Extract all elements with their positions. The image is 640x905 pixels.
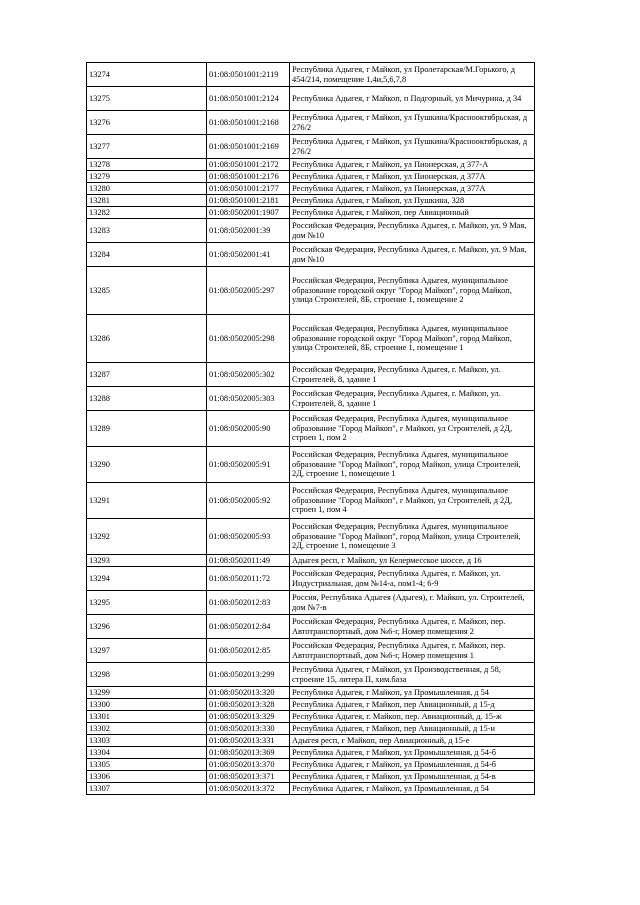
table-row [87, 171, 535, 183]
address: Республика Адыгея, г Майкоп, ул Пионерская, д 377А [290, 171, 535, 183]
table-row [87, 207, 535, 219]
table-row [87, 447, 535, 483]
cadastral-number: 01:08:0501001:2124 [207, 87, 290, 111]
cadastral-number: 01:08:0501001:2169 [207, 135, 290, 159]
cadastral-number: 01:08:0502011:49 [207, 555, 290, 567]
cadastral-number: 01:08:0502012:84 [207, 615, 290, 639]
record-number: 13290 [87, 447, 207, 483]
table-row [87, 639, 535, 663]
cadastral-number: 01:08:0502005:93 [207, 519, 290, 555]
record-number: 13282 [87, 207, 207, 219]
address: Российская Федерация, Республика Адыгея, г. Майкоп, ул. Строителей, 8, здание 1 [290, 387, 535, 411]
cadastral-number: 01:08:0502012:85 [207, 639, 290, 663]
table-row [87, 687, 535, 699]
record-number: 13295 [87, 591, 207, 615]
cadastral-number: 01:08:0502005:91 [207, 447, 290, 483]
cadastral-number: 01:08:0502005:298 [207, 315, 290, 363]
cadastral-number: 01:08:0502005:92 [207, 483, 290, 519]
address: Российская Федерация, Республика Адыгея, г. Майкоп, ул. 9 Мая, дом №10 [290, 243, 535, 267]
address: Республика Адыгея, г Майкоп, ул Производственная, д 58, строение 15, литера П, хим.база [290, 663, 535, 687]
record-number: 13305 [87, 759, 207, 771]
address: Российская Федерация, Республика Адыгея, муниципальное образование городской округ "Город Майкоп", город Майкоп, улица Строителей, 8Б, строение 1, помещение 1 [290, 315, 535, 363]
record-number: 13287 [87, 363, 207, 387]
record-number: 13304 [87, 747, 207, 759]
address: Адыгея респ, г Майкоп, ул Келермесское шоссе, д 16 [290, 555, 535, 567]
record-number: 13302 [87, 723, 207, 735]
record-number: 13297 [87, 639, 207, 663]
cadastral-number: 01:08:0501001:2181 [207, 195, 290, 207]
table-row [87, 267, 535, 315]
cadastral-number: 01:08:0502013:330 [207, 723, 290, 735]
table-row [87, 111, 535, 135]
address: Республика Адыгея, г Майкоп, ул Пушкина/Краснооктябрьская, д 276/2 [290, 135, 535, 159]
registry-table [86, 62, 535, 795]
cadastral-number: 01:08:0501001:2172 [207, 159, 290, 171]
table-row [87, 363, 535, 387]
cadastral-number: 01:08:0502005:90 [207, 411, 290, 447]
registry-body [87, 63, 535, 795]
address: Республика Адыгея, г Майкоп, пер Авиационный, д 15-д [290, 699, 535, 711]
cadastral-number: 01:08:0502001:39 [207, 219, 290, 243]
cadastral-number: 01:08:0502005:297 [207, 267, 290, 315]
address: Российская Федерация, Республика Адыгея, муниципальное образование "Город Майкоп", г Майкоп, ул Строителей, д 2Д, строен 1, пом 2 [290, 411, 535, 447]
record-number: 13307 [87, 783, 207, 795]
address: Российская Федерация, Республика Адыгея, муниципальное образование "Город Майкоп", г Майкоп, ул Строителей, д 2Д, строен 1, пом 4 [290, 483, 535, 519]
record-number: 13277 [87, 135, 207, 159]
cadastral-number: 01:08:0502005:302 [207, 363, 290, 387]
record-number: 13291 [87, 483, 207, 519]
address: Российская Федерация, Республика Адыгея, муниципальное образование городской округ "Город Майкоп", город Майкоп, улица Строителей, 8Б, строение 1, помещение 2 [290, 267, 535, 315]
address: Республика Адыгея, г Майкоп, ул Промышленная, д 54-б [290, 747, 535, 759]
table-row [87, 195, 535, 207]
address: Республика Адыгея, г Майкоп, ул Пролетарская/М.Горького, д 454/214, помещение 1,4и,5,6,7,8 [290, 63, 535, 87]
table-row [87, 615, 535, 639]
address: Республика Адыгея, г Майкоп, ул Промышленная, д 54-б [290, 759, 535, 771]
address: Республика Адыгея, г Майкоп, п Подгорный, ул Мичурина, д 34 [290, 87, 535, 111]
table-row [87, 591, 535, 615]
address: Адыгея респ, г Майкоп, пер Авиационный, д 15-е [290, 735, 535, 747]
address: Республика Адыгея, г Майкоп, ул Промышленная, д 54-в [290, 771, 535, 783]
address: Российская Федерация, Республика Адыгея, г. Майкоп, ул. 9 Мая, дом №10 [290, 219, 535, 243]
table-row [87, 567, 535, 591]
cadastral-number: 01:08:0502001:1907 [207, 207, 290, 219]
cadastral-number: 01:08:0502001:41 [207, 243, 290, 267]
cadastral-number: 01:08:0502013:370 [207, 759, 290, 771]
record-number: 13300 [87, 699, 207, 711]
record-number: 13301 [87, 711, 207, 723]
address: Российская Федерация, Республика Адыгея, г. Майкоп, пер. Автотранспортный, дом №6-г, Номер помещения 2 [290, 615, 535, 639]
address: Республика Адыгея, г. Майкоп, пер. Авиационный, д. 15-ж [290, 711, 535, 723]
table-row [87, 159, 535, 171]
cadastral-number: 01:08:0502011:72 [207, 567, 290, 591]
cadastral-number: 01:08:0502013:331 [207, 735, 290, 747]
cadastral-number: 01:08:0502013:299 [207, 663, 290, 687]
table-row [87, 519, 535, 555]
address: Россия, Республика Адыгея (Адыгея), г. Майкоп, ул. Строителей, дом №7-в [290, 591, 535, 615]
address: Российская Федерация, Республика Адыгея, муниципальное образование "Город Майкоп", город Майкоп, улица Строителей, 2Д, строение 1, помещение 1 [290, 447, 535, 483]
address: Российская Федерация, Республика Адыгея, г. Майкоп, пер. Автотранспортный, дом №6-г, Номер помещения 1 [290, 639, 535, 663]
cadastral-number: 01:08:0501001:2168 [207, 111, 290, 135]
record-number: 13292 [87, 519, 207, 555]
table-row [87, 783, 535, 795]
address: Республика Адыгея, г Майкоп, ул Пушкина/Краснооктябрьская, д 276/2 [290, 111, 535, 135]
record-number: 13278 [87, 159, 207, 171]
table-row [87, 135, 535, 159]
address: Российская Федерация, Республика Адыгея, муниципальное образование "Город Майкоп", город Майкоп, улица Строителей, 2Д, строение 1, помещение 3 [290, 519, 535, 555]
cadastral-number: 01:08:0502013:369 [207, 747, 290, 759]
table-row [87, 771, 535, 783]
record-number: 13275 [87, 87, 207, 111]
record-number: 13303 [87, 735, 207, 747]
cadastral-number: 01:08:0502013:328 [207, 699, 290, 711]
record-number: 13296 [87, 615, 207, 639]
cadastral-number: 01:08:0502013:329 [207, 711, 290, 723]
record-number: 13279 [87, 171, 207, 183]
table-row [87, 711, 535, 723]
table-row [87, 219, 535, 243]
table-row [87, 735, 535, 747]
record-number: 13276 [87, 111, 207, 135]
record-number: 13281 [87, 195, 207, 207]
record-number: 13298 [87, 663, 207, 687]
table-row [87, 87, 535, 111]
cadastral-number: 01:08:0501001:2177 [207, 183, 290, 195]
record-number: 13306 [87, 771, 207, 783]
record-number: 13299 [87, 687, 207, 699]
table-row [87, 483, 535, 519]
address: Республика Адыгея, г Майкоп, пер Авиационный [290, 207, 535, 219]
table-row [87, 387, 535, 411]
address: Республика Адыгея, г Майкоп, ул Пионерская, д 377А [290, 183, 535, 195]
address: Российская Федерация, Республика Адыгея, г. Майкоп, ул. Индустриальная, дом №14-а, пом1-4; 6-9 [290, 567, 535, 591]
record-number: 13284 [87, 243, 207, 267]
cadastral-number: 01:08:0502005:303 [207, 387, 290, 411]
record-number: 13289 [87, 411, 207, 447]
record-number: 13293 [87, 555, 207, 567]
table-row [87, 723, 535, 735]
cadastral-number: 01:08:0502013:371 [207, 771, 290, 783]
address: Российская Федерация, Республика Адыгея, г. Майкоп, ул. Строителей, 8, здание 1 [290, 363, 535, 387]
table-row [87, 411, 535, 447]
address: Республика Адыгея, г Майкоп, ул Пионерская, д 377-А [290, 159, 535, 171]
table-row [87, 759, 535, 771]
address: Республика Адыгея, г Майкоп, ул Промышленная, д 54 [290, 783, 535, 795]
record-number: 13294 [87, 567, 207, 591]
table-row [87, 663, 535, 687]
table-row [87, 63, 535, 87]
cadastral-number: 01:08:0501001:2119 [207, 63, 290, 87]
table-row [87, 747, 535, 759]
address: Республика Адыгея, г Майкоп, ул Промышленная, д 54 [290, 687, 535, 699]
record-number: 13274 [87, 63, 207, 87]
table-row [87, 183, 535, 195]
table-row [87, 315, 535, 363]
table-row [87, 699, 535, 711]
cadastral-number: 01:08:0502013:320 [207, 687, 290, 699]
record-number: 13286 [87, 315, 207, 363]
address: Республика Адыгея, г Майкоп, пер Авиационный, д 15-и [290, 723, 535, 735]
table-row [87, 555, 535, 567]
record-number: 13285 [87, 267, 207, 315]
record-number: 13283 [87, 219, 207, 243]
address: Республика Адыгея, г Майкоп, ул Пушкина, 328 [290, 195, 535, 207]
cadastral-number: 01:08:0502013:372 [207, 783, 290, 795]
table-row [87, 243, 535, 267]
record-number: 13280 [87, 183, 207, 195]
cadastral-number: 01:08:0501001:2176 [207, 171, 290, 183]
record-number: 13288 [87, 387, 207, 411]
cadastral-number: 01:08:0502012:83 [207, 591, 290, 615]
